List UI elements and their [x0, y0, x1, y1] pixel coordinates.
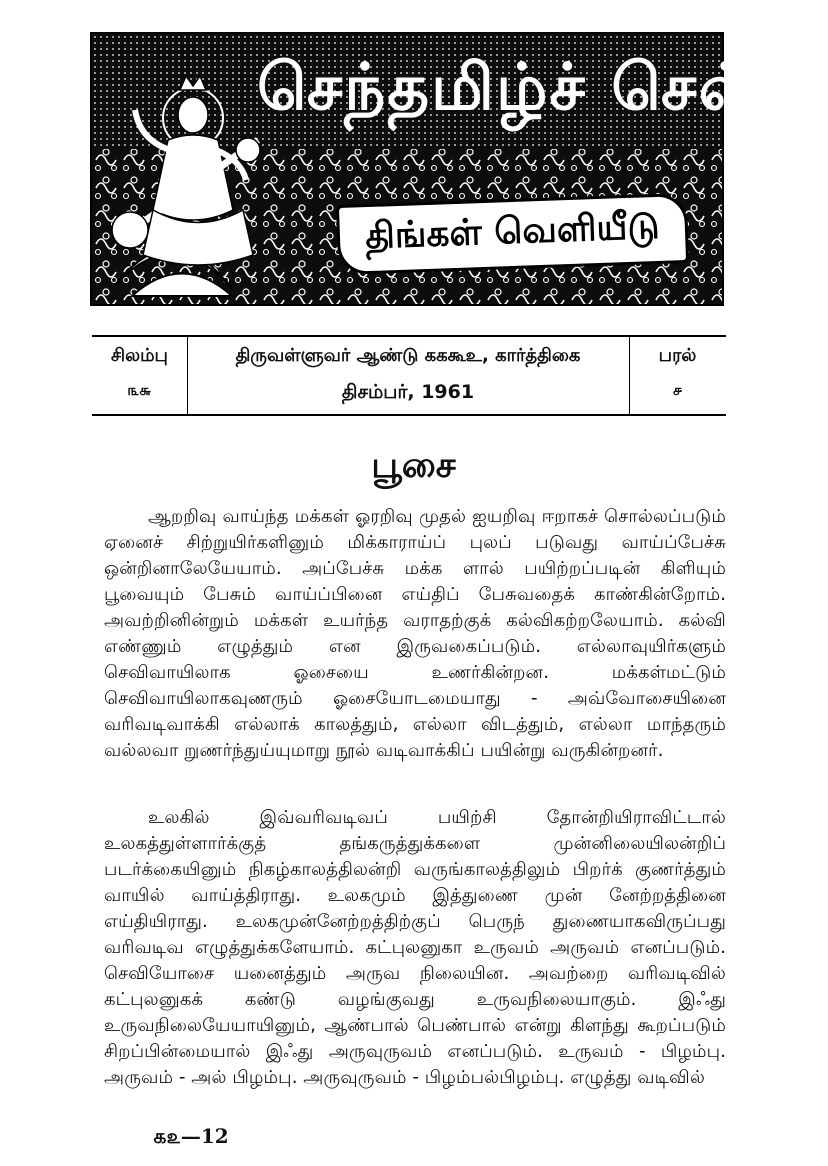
volume-number: ௩௬	[127, 381, 152, 399]
article-title: பூசை	[371, 445, 456, 486]
issue-info	[92, 335, 726, 416]
date-cell	[187, 337, 630, 414]
issue-number: ௪	[672, 381, 683, 399]
saraswati-illustration	[98, 70, 268, 285]
volume-cell	[92, 337, 188, 414]
masthead-banner	[336, 193, 689, 275]
masthead-title: செந்தமிழ்ச் செல்வி	[257, 51, 828, 125]
article-paragraph-2: உலகில் இவ்வரிவடிவப் பயிற்சி தோன்றியிராவிட்டால் உலகத்துள்ளார்க்குத் தங்கருத்துக்களை முன்னிலையிலன்றிப் படர்க்கையினும் நிகழ்காலத்திலன்றி வருங்காலத்திலும் பிறர்க் குணர்த்தும் வாயில் வாய்த்திராது. உலகமும் இத்துணை முன் னேற்றத்தினை எய்தியிராது. உலகமுன்னேற்றத்திற்குப் பெருந் துணையாகவிருப்பது வரிவடிவ எழுத்துக்களேயாம். கட்புலனுகா உருவம் அருவம் எனப்படும். செவியோசை யனைத்தும் அருவ நிலையின. அவற்றை வரிவடிவில் கட்புலனுகக் கண்டு வழங்குவது உருவநிலையாகும். இஃது உருவநிலையேயாயினும், ஆண்பால் பெண்பால் என்று கிளந்து கூறப்படும் சிறப்பின்மையால் இஃது அருவுருவம் எனப்படும். உருவம் - பிழம்பு. அருவம் - அல் பிழம்பு. அருவுருவம் - பிழம்பல்பிழம்பு. எழுத்து வடிவில்	[104, 807, 726, 1089]
issue-date: திசம்பர், 1961	[341, 381, 475, 403]
page-number: ௧௨—12	[153, 1124, 229, 1148]
issue-label: பரல்	[658, 345, 697, 366]
masthead	[90, 32, 828, 306]
volume-label: சிலம்பு	[111, 345, 168, 366]
issue-cell	[629, 337, 726, 414]
tamil-year: திருவள்ளுவர் ஆண்டு கககூஉ, கார்த்திகை	[235, 345, 581, 366]
article-paragraph-1: ஆறறிவு வாய்ந்த மக்கள் ஓரறிவு முதல் ஐயறிவு ஈறாகச் சொல்லப்படும் ஏனைச் சிற்றுயிர்களினும் மிக்காராய்ப் புலப் படுவது வாய்ப்பேச்சு ஒன்றினாலேயேயாம். அப்பேச்சு மக்க ளால் பயிற்றப்படின் கிளியும் பூவையும் பேசும் வாய்ப்பினை எய்திப் பேசுவதைக் காண்கின்றோம். அவற்றினின்றும் மக்கள் உயர்ந்த வராதற்குக் கல்விகற்றலேயாம். கல்வி எண்ணும் எழுத்தும் என இருவகைப்படும். எல்லாவுயிர்களும் செவிவாயிலாக ஓசையை உணர்கின்றன. மக்கள்மட்டும் செவிவாயிலாகவுணரும் ஓசையோடமையாது - அவ்வோசையினை வரிவடிவாக்கி எல்லாக் காலத்தும், எல்லா விடத்தும், எல்லா மாந்தரும் வல்லவா றுணர்ந்துய்யுமாறு நூல் வடிவாக்கிப் பயின்று வருகின்றனர்.	[104, 506, 726, 762]
banner-text: திங்கள் வெளியீடு	[364, 205, 661, 258]
